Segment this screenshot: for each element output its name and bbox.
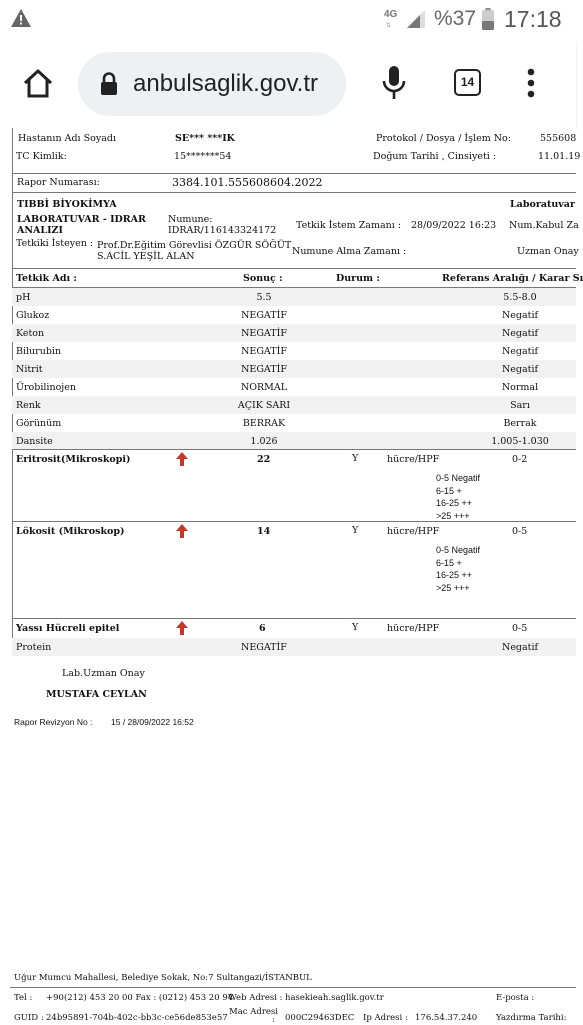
row-shade [12,324,576,342]
table-cell-name: Renk [16,400,41,411]
revizyon-label: Rapor Revizyon No : [14,717,93,727]
table-cell-ref: 5.5-8.0 [503,292,537,303]
yazdirma-label: Yazdırma Tarihi: [496,1013,567,1023]
battery-percent: %37 [434,7,477,30]
divider [12,521,576,522]
special-result: 22 [257,454,271,465]
high-arrow-icon [176,621,188,635]
table-cell-ref: 1.005-1.030 [491,436,549,447]
special-result: 14 [257,526,271,537]
url-text[interactable]: anbulsaglik.gov.tr [133,70,318,97]
rapor-border-left [12,173,13,192]
table-cell-name: Dansite [16,436,53,447]
table-cell-ref: Negatif [501,346,539,357]
row-shade [12,360,576,378]
special-status: Y [352,525,359,536]
test-name-line1: LABORATUVAR - IDRAR [17,214,146,225]
special-name: Yassı Hücreli epitel [16,623,120,634]
rapor-no-label: Rapor Numarası: [17,177,100,188]
high-arrow-icon [176,524,188,538]
alma-label: Numune Alma Zamanı : [292,246,407,257]
protocol-value: 555608 [540,133,577,144]
birth-value: 11.01.19 [538,151,581,162]
table-cell-ref: Negatif [501,328,539,339]
note-line: 0-5 Negatif [436,473,481,483]
note-line: 6-15 + [436,485,462,496]
numune-label: Numune: [168,214,213,225]
table-cell-result: NEGATİF [241,346,287,357]
isteyen-line1: Prof.Dr.Eğitim Görevlisi ÖZGÜR SÖĞÜT [97,240,292,251]
lab-report-document [0,128,583,1025]
patient-label: Hastanın Adı Soyadı [18,133,116,144]
mac-label: Mac Adresi [229,1007,278,1017]
network-type: 4G [384,9,398,20]
note-line: 6-15 + [436,557,462,568]
reference-notes [436,472,480,522]
special-ref: 0-5 [512,526,528,537]
onay-label: Uzman Onay [517,246,579,257]
guid-label: GUID : [14,1013,44,1023]
istem-value: 28/09/2022 16:23 [411,220,497,231]
birth-label: Doğum Tarihi , Cinsiyeti : [373,151,497,162]
table-cell-result: BERRAK [242,418,286,429]
col-name: Tetkik Adı : [16,273,77,284]
mac-colon: : [272,1015,275,1025]
table-cell-result: 5.5 [256,292,272,303]
data-arrows-icon: ⇅ [386,23,392,29]
numune-value: IDRAR/116143324172 [168,225,277,236]
table-cell-ref: Berrak [503,418,537,429]
ip-value: 176.54.37.240 [415,1013,478,1023]
special-result: 6 [259,623,266,634]
special-status: Y [352,622,359,633]
protocol-label: Protokol / Dosya / İşlem No: [376,133,511,144]
divider [10,987,576,988]
lock-icon[interactable] [100,72,118,95]
info-border-left [12,192,13,268]
divider [12,618,576,619]
divider [12,192,576,193]
protein-result: NEGATİF [241,642,287,653]
reference-notes [436,544,480,594]
note-line: 16-25 ++ [436,570,473,580]
table-cell-result: AÇIK SARI [237,400,291,411]
table-cell-result: 1.026 [250,436,278,447]
tel-label: Tel : [14,993,33,1003]
table-cell-name: Görünüm [16,418,62,429]
patient-value: SE*** ***IK [175,133,235,144]
divider [12,268,576,269]
battery-icon [482,8,494,30]
guid-value: 24b95891-704b-402c-bb3c-ce56de853e57 [46,1013,228,1023]
special-unit: hücre/HPF [387,526,440,537]
mac-value: 000C29463DEC [285,1013,355,1023]
table-cell-result: NEGATİF [241,310,287,321]
special-name: Lökosit (Mikroskop) [16,526,125,537]
note-line: >25 +++ [436,510,470,521]
doctor-name: MUSTAFA CEYLAN [46,689,147,700]
signal-icon [406,9,426,29]
special-status: Y [352,453,359,464]
lab-onay-label: Lab.Uzman Onay [62,668,145,679]
high-arrow-icon [176,452,188,466]
kabul-label: Num.Kabul Za [509,220,579,231]
revizyon-value: 15 / 28/09/2022 16:52 [111,717,194,727]
table-cell-name: Glukoz [16,310,50,321]
row-shade [12,638,576,656]
lab-label: Laboratuvar [510,199,575,210]
microphone-icon[interactable] [382,65,406,101]
row-shade [12,288,576,306]
rapor-no-value: 3384.101.555608604.2022 [172,176,323,189]
web-label: Web Adresi : [228,993,283,1003]
tab-switcher-button[interactable]: 14 [454,69,481,96]
special-ref: 0-5 [512,623,528,634]
table-cell-name: Ürobilinojen [16,382,76,393]
row-shade [12,396,576,414]
isteyen-label: Tetkiki İsteyen : [16,238,94,249]
table-cell-result: NEGATİF [241,364,287,375]
home-icon[interactable] [22,68,54,98]
divider [12,449,576,450]
browser-toolbar [0,40,576,128]
clock: 17:18 [504,6,562,32]
ip-label: Ip Adresi : [363,1013,408,1023]
status-bar [0,0,576,40]
table-cell-name: Bilurubin [16,346,62,357]
tc-label: TC Kimlik: [16,151,67,162]
table-cell-name: pH [16,292,31,303]
special-unit: hücre/HPF [387,623,440,634]
note-line: 16-25 ++ [436,498,473,508]
special-unit: hücre/HPF [387,454,440,465]
dept-title: TIBBİ BİYOKİMYA [17,199,117,210]
special-name: Eritrosit(Mikroskopi) [16,454,131,465]
col-ref: Referans Aralığı / Karar Sı [442,273,583,284]
table-cell-result: NEGATİF [241,328,287,339]
warning-icon [10,8,32,28]
col-status: Durum : [336,273,380,284]
header-border-left [12,128,13,174]
divider [12,173,576,174]
table-cell-name: Nitrit [16,364,43,375]
address: Uğur Mumcu Mahallesi, Belediye Sokak, No:7 Sultangazi/İSTANBUL [14,973,312,983]
note-line: >25 +++ [436,582,470,593]
test-name-line2: ANALIZI [17,225,63,236]
table-cell-ref: Negatif [501,364,539,375]
protein-ref: Negatif [502,642,539,653]
table-cell-ref: Sarı [510,400,530,411]
tel-value: +90(212) 453 20 00 Fax : (0212) 453 20 94 [46,993,234,1003]
istem-label: Tetkik İstem Zamanı : [296,220,402,231]
web-value: hasekieah.saglik.gov.tr [285,993,384,1003]
table-cell-ref: Negatif [501,310,539,321]
eposta-label: E-posta : [496,993,535,1003]
table-cell-name: Keton [16,328,45,339]
note-line: 0-5 Negatif [436,545,481,555]
col-result: Sonuç : [243,273,283,284]
isteyen-line2: S.ACİL YEŞİL ALAN [97,251,195,262]
tc-value: 15*******54 [174,151,232,162]
table-cell-result: NORMAL [240,382,288,393]
more-options-icon[interactable] [526,68,536,98]
table-cell-ref: Normal [501,382,539,393]
protein-name: Protein [16,642,52,653]
url-bar[interactable] [78,52,346,116]
special-ref: 0-2 [512,454,528,465]
